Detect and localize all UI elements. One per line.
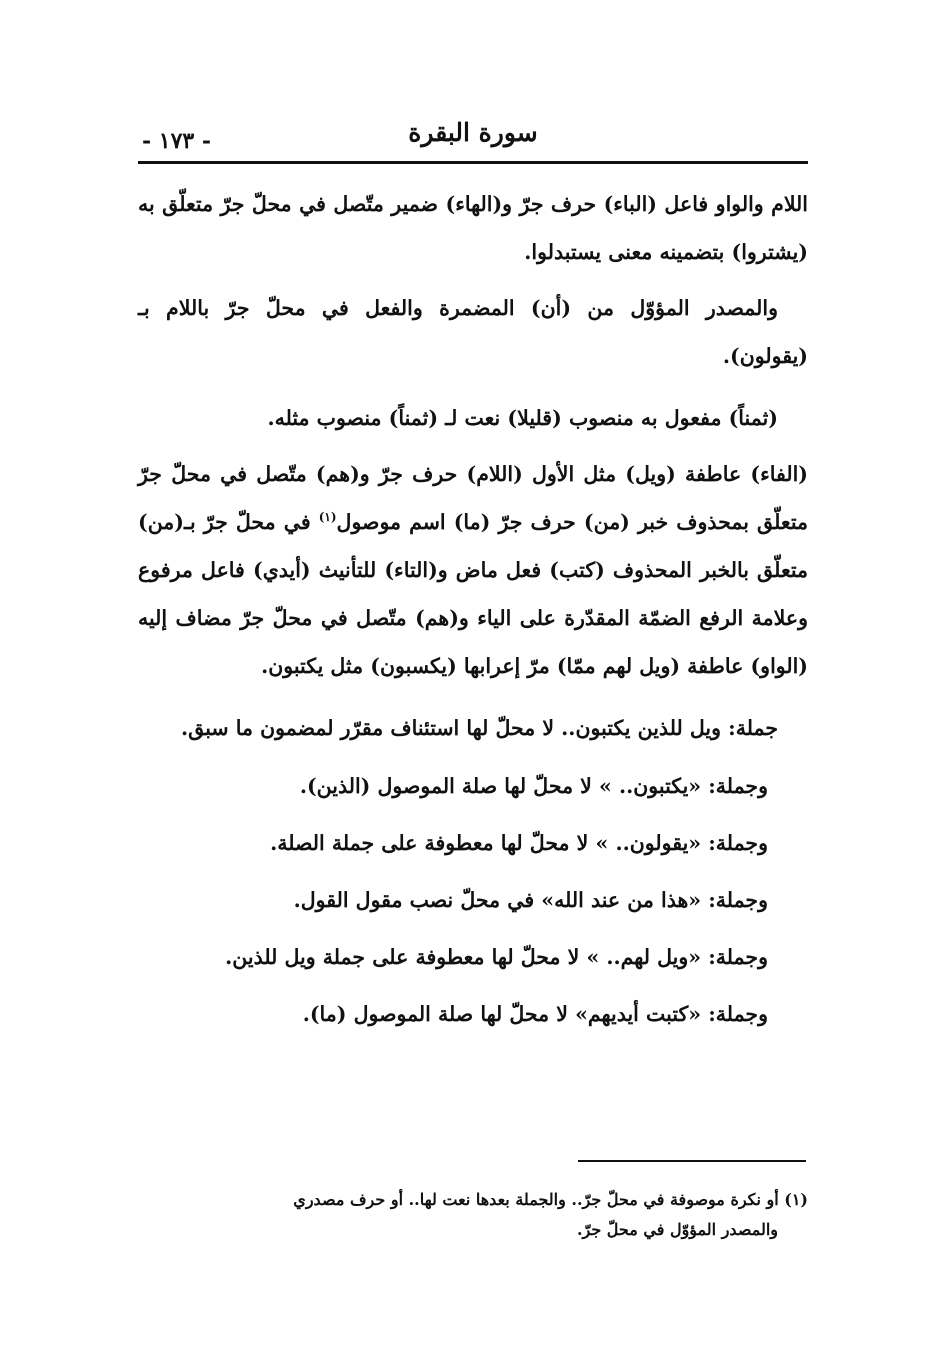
footnote-divider	[578, 1160, 806, 1162]
footnote-line-1: (١) أو نكرة موصوفة في محلّ جرّ.. والجملة بعدها نعت لها.. أو حرف مصدري	[293, 1190, 808, 1209]
sentence-item: وجملة: «يكتبون.. » لا محلّ لها صلة الموصول (الذين).	[299, 774, 768, 798]
footnote-line-2: والمصدر المؤوّل في محلّ جرّ.	[576, 1220, 778, 1239]
paragraph-1: اللام والواو فاعل (الباء) حرف جرّ و(الهاء) ضمير متّصل في محلّ جرّ متعلّق به (يشتروا) بتضمينه معنى يستبدلوا.	[138, 192, 808, 264]
page-number: - ١٧٣ -	[142, 128, 212, 154]
sentence-item: وجملة: «كتبت أيديهم» لا محلّ لها صلة الموصول (ما).	[302, 1002, 768, 1026]
paragraph-5: جملة: ويل للذين يكتبون.. لا محلّ لها استئناف مقرّر لمضمون ما سبق.	[181, 716, 778, 740]
paragraph-3: (ثمناً) مفعول به منصوب (قليلا) نعت لـ (ثمناً) منصوب مثله.	[267, 406, 778, 430]
footnote-reference[interactable]: (١)	[318, 510, 337, 525]
paragraph-4	[138, 450, 808, 690]
surah-title: سورة البقرة	[408, 118, 538, 147]
header-divider	[138, 161, 808, 164]
page-header	[138, 118, 808, 158]
sentence-item: وجملة: «هذا من عند الله» في محلّ نصب مقول القول.	[293, 888, 768, 912]
paragraph-4-part-b: في محلّ جرّ بـ(من) متعلّق بالخبر المحذوف (كتب) فعل ماض و(التاء) للتأنيث (أيدي) فاعل مرفوع وعلامة الرفع الضمّة المقدّرة على الياء و(هم) متّصل في محلّ جرّ مضاف إليه (الواو) عاطفة (ويل لهم ممّا) مرّ إعرابها (يكسبون) مثل يكتبون.	[138, 510, 808, 678]
paragraph-4-part-a: (الفاء) عاطفة (ويل) مثل الأول (اللام) حرف جرّ و(هم) متّصل في محلّ جرّ متعلّق بمحذوف خبر (من) حرف جرّ (ما) اسم موصول	[138, 462, 808, 534]
paragraph-2: والمصدر المؤوّل من (أن) المضمرة والفعل في محلّ جرّ باللام بـ (يقولون).	[138, 296, 808, 368]
footnote	[138, 1185, 808, 1245]
sentence-item: وجملة: «ويل لهم.. » لا محلّ لها معطوفة على جملة ويل للذين.	[225, 945, 768, 969]
sentence-list	[138, 758, 808, 1043]
main-text	[138, 180, 808, 1043]
sentence-item: وجملة: «يقولون.. » لا محلّ لها معطوفة على جملة الصلة.	[270, 831, 768, 855]
